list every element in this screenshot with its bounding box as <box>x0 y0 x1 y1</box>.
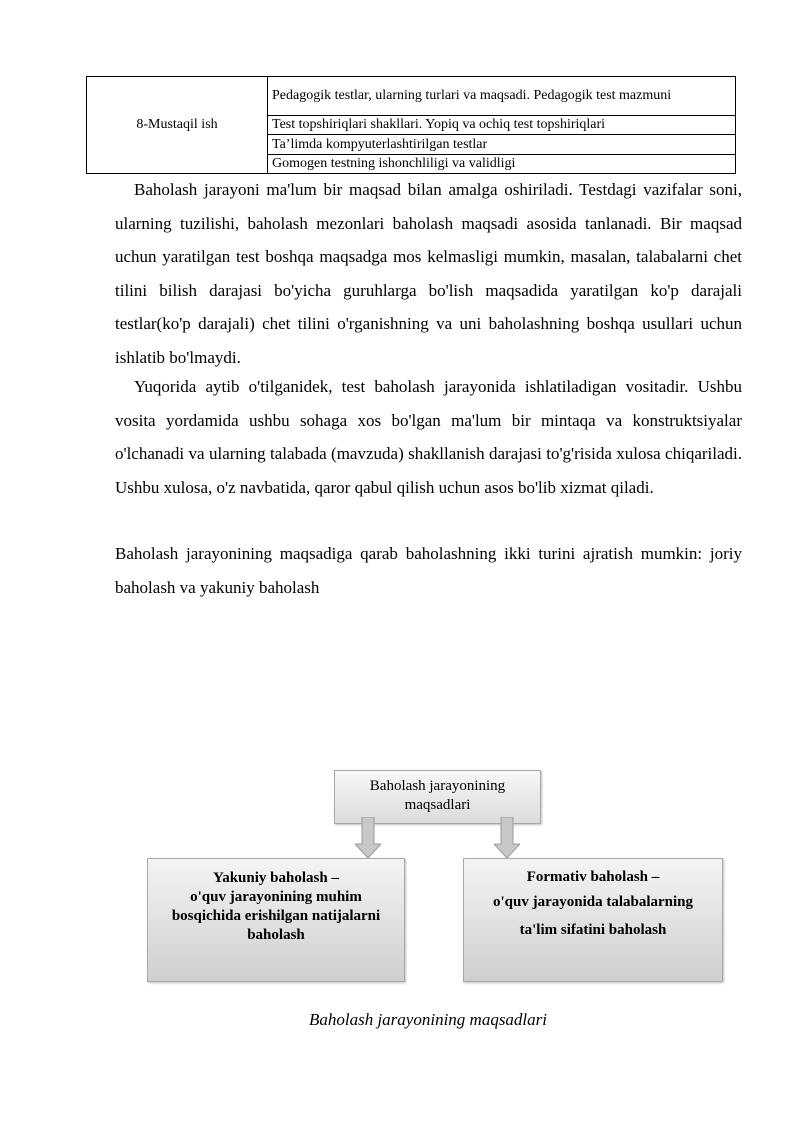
figure-caption: Baholash jarayonining maqsadlari <box>308 1010 547 1029</box>
diagram-formative-line: ta'lim sifatini baholash <box>519 922 667 938</box>
arrow-down-icon <box>494 817 520 859</box>
diagram-summative-line: bosqichida erishilgan natijalarni <box>171 908 381 924</box>
diagram-root-line: Baholash jarayonining <box>369 778 506 794</box>
paragraph-purpose: Baholash jarayoni ma'lum bir maqsad bilan amalga oshiriladi. Testdagi vazifalar soni, ularning tuzilishi, baholash mezonlari baholash maqsadi asosida tanlanadi. Bir maqsad uchun yaratilgan test boshqa maqsadga mos kelmasligi mumkin, masalan, talabalarni chet tilini bilish darajasi bo'yicha guruhlarga bo'lish maqsadida yaratilgan ko'p darajali testlar(ko'p darajali) chet tilini o'rganishning va uni baholashning boshqa usullari uchun ishlatib bo'lmaydi. <box>115 180 742 367</box>
paragraph-assessment-types: Baholash jarayonining maqsadiga qarab baholashning ikki turini ajratish mumkin: joriy baholash va yakuniy baholash <box>115 544 742 597</box>
table-cell: Gomogen testning ishonchliligi va validligi <box>268 155 736 174</box>
table-cell: Pedagogik testlar, ularning turlari va maqsadi. Pedagogik test mazmuni <box>268 77 736 116</box>
table-cell: Test topshiriqlari shakllari. Yopiq va ochiq test topshiriqlari <box>268 116 736 135</box>
diagram-formative-line: Formativ baholash – <box>526 869 660 885</box>
diagram-summative-line: o'quv jarayonining muhim <box>190 889 362 905</box>
diagram-root-line: maqsadlari <box>404 797 471 813</box>
diagram-summative-box <box>147 858 405 982</box>
arrow-down-icon <box>355 817 381 859</box>
diagram-formative-line: o'quv jarayonida talabalarning <box>492 894 694 910</box>
table-cell: Ta’limda kompyuterlashtirilgan testlar <box>268 135 736 155</box>
diagram-summative-line: Yakuniy baholash – <box>213 870 339 886</box>
diagram-summative-line: baholash <box>247 927 305 943</box>
diagram-root-box <box>334 770 541 824</box>
topics-table <box>86 76 736 174</box>
table-row-label: 8-Mustaqil ish <box>87 77 268 174</box>
paragraph-test-tool: Yuqorida aytib o'tilganidek, test baholash jarayonida ishlatiladigan vositadir. Ushbu vosita yordamida ushbu sohaga xos bo'lgan ma'lum bir mintaqa va konstruktsiyalar o'lchanadi va ularning talabada (mavzuda) shakllanish darajasi to'g'risida xulosa chiqariladi. Ushbu xulosa, o'z navbatida, qaror qabul qilish uchun asos bo'lib xizmat qiladi. <box>115 377 742 497</box>
diagram-formative-box <box>463 858 723 982</box>
